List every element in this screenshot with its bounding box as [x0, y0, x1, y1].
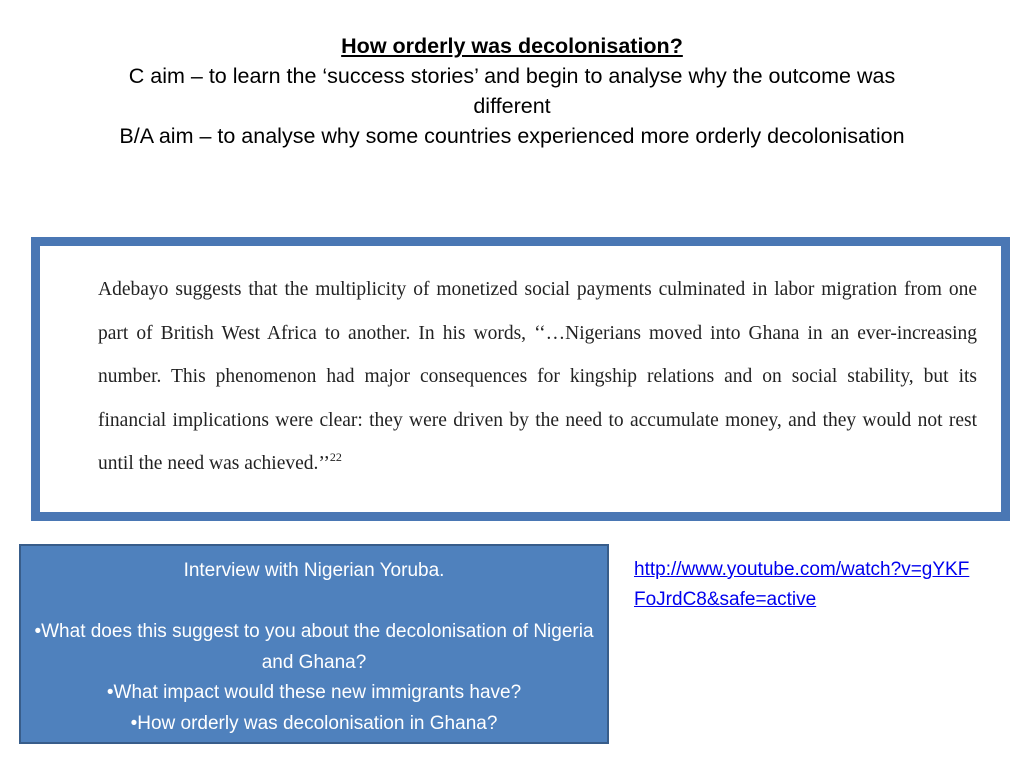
footnote-marker: 22	[329, 450, 342, 464]
quote-panel	[40, 246, 1001, 512]
quote-text	[98, 268, 977, 486]
question-spacer	[21, 587, 607, 618]
question-box	[19, 544, 609, 744]
quote-body: Adebayo suggests that the multiplicity of monetized social payments culminated in labor migration from one part of British West Africa to another. In his words, ‘‘…Nigerians moved into Ghana in an ever-increasing number. This phenomenon had major consequences for kingship relations and on social stability, but its financial implications were clear: they were driven by the need to accumulate money, and they would not rest until the need was achieved.’’	[98, 279, 977, 474]
question-item: •What impact would these new immigrants have?	[106, 682, 522, 703]
c-aim-line-1: C aim – to learn the ‘success stories’ and begin to analyse why the outcome was	[128, 64, 896, 88]
question-item: •What does this suggest to you about the decolonisation of Nigeria and Ghana?	[34, 621, 594, 673]
c-aim-line-2: different	[473, 94, 551, 118]
question-item: •How orderly was decolonisation in Ghana?	[130, 712, 498, 734]
question-heading: Interview with Nigerian Yoruba.	[183, 560, 445, 581]
slide-title: How orderly was decolonisation?	[341, 34, 683, 58]
slide-header	[20, 31, 1004, 151]
ba-aim: B/A aim – to analyse why some countries experienced more orderly decolonisation	[119, 124, 905, 148]
youtube-link[interactable]: http://www.youtube.com/watch?v=gYKFFoJrdC8&safe=active	[634, 559, 970, 610]
quote-frame	[31, 237, 1010, 521]
